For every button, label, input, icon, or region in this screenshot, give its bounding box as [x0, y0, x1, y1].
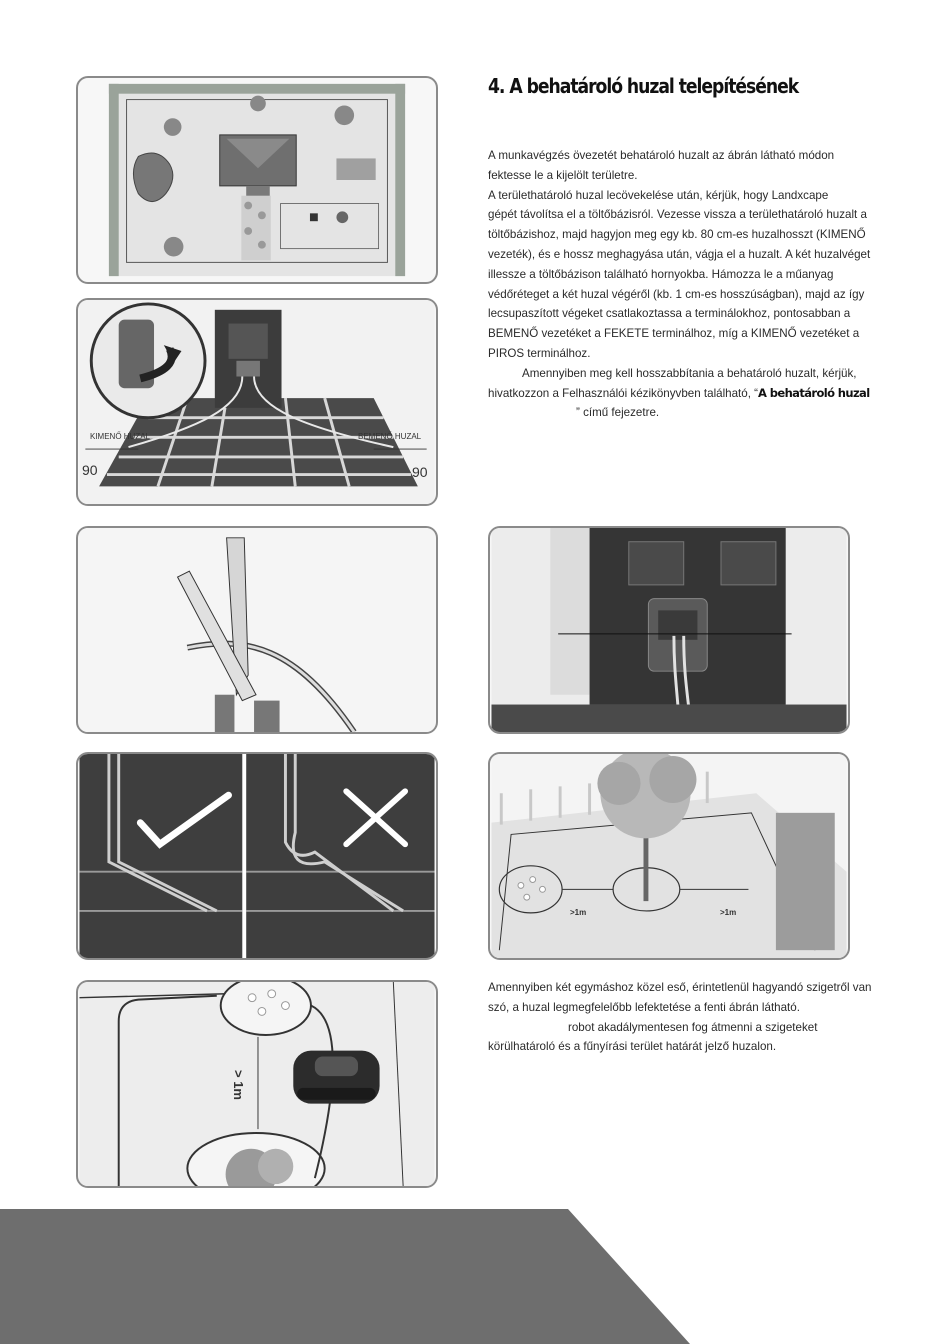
robot-islands-drawing — [78, 982, 436, 1186]
text-line: A területhatároló huzal lecövekelése után, kérjük, hogy Landxcape — [488, 188, 829, 202]
text-line: lecsupaszított végeket csatlakoztassa a terminálokhoz, pontosabban a — [488, 307, 851, 321]
input-wire-label: BEMENŐ HUZAL — [358, 432, 422, 441]
paragraph-install — [488, 146, 873, 423]
island-distance-right: >1m — [720, 908, 737, 917]
text-line: A munkavégzés övezetét behatároló huzalt az ábrán látható módon — [488, 149, 835, 162]
text-line: szó, a huzal legmegfelelőbb lefektetése a fenti ábrán látható. — [488, 1000, 800, 1014]
text-line-with-reference — [488, 384, 873, 404]
figure-garden-plan — [76, 76, 438, 284]
figure-station-connector — [488, 526, 850, 734]
paragraph-islands — [488, 978, 873, 1057]
islands-drawing — [490, 754, 848, 958]
footer-band — [0, 1209, 950, 1344]
text-line: fektesse le a kijelölt területre. — [488, 168, 638, 182]
figure-cutting-wire — [76, 526, 438, 734]
text-line: PIROS terminálhoz. — [488, 346, 591, 360]
charging-station-drawing — [78, 300, 436, 504]
text-line: gépét távolítsa el a töltőbázisról. Vezesse vissza a területhatároló huzalt a — [488, 208, 867, 222]
angle-right-label: 90 — [412, 464, 428, 480]
right-wrong-drawing — [78, 754, 436, 958]
text-fragment: ” című fejezetre. — [576, 406, 660, 420]
text-line: robot akadálymentesen fog átmenni a szigeteket — [568, 1020, 818, 1034]
figure-robot-islands — [76, 980, 438, 1188]
text-line: vezeték), és e hossz meghagyása után, vágja el a huzalt. A két huzalvéget — [488, 247, 871, 261]
section-heading: 4. A behatároló huzal telepítésének — [488, 74, 799, 98]
text-line: Amennyiben két egymáshoz közel eső, érintetlenül hagyandó szigetről van — [488, 981, 872, 994]
text-line: Amennyiben meg kell hosszabbítania a behatároló huzalt, kérjük, — [522, 366, 857, 380]
text-line: körülhatároló és a fűnyírási terület határát jelző huzalon. — [488, 1040, 777, 1054]
figure-right-wrong — [76, 752, 438, 960]
scissors-drawing — [78, 528, 436, 732]
text-fragment: hivatkozzon a Felhasználói kézikönyvben található, “ — [488, 386, 759, 400]
text-line: illessze a töltőbázison található hornyokba. Hámozza le a műanyag — [488, 267, 834, 281]
garden-plan-drawing — [78, 78, 436, 282]
text-line — [488, 403, 873, 423]
angle-left-label: 90 — [82, 462, 98, 478]
output-wire-label: KIMENŐ HUZAL — [90, 432, 151, 441]
text-line: BEMENŐ vezetéket a FEKETE terminálhoz, míg a KIMENŐ vezetéket a — [488, 327, 860, 341]
chapter-reference: A behatároló huzal — [758, 385, 870, 400]
text-line: töltőbázishoz, majd hagyjon meg egy kb. 80 cm-es huzalhosszt (KIMENŐ — [488, 228, 866, 242]
island-distance-left: >1m — [570, 908, 587, 917]
robot-distance-label: > 1m — [231, 1070, 246, 1100]
text-line: védőréteget a két huzal végéről (kb. 1 cm-es hosszúságban), majd az így — [488, 287, 865, 301]
figure-two-islands — [488, 752, 850, 960]
connector-drawing — [490, 528, 848, 732]
figure-charging-station — [76, 298, 438, 506]
